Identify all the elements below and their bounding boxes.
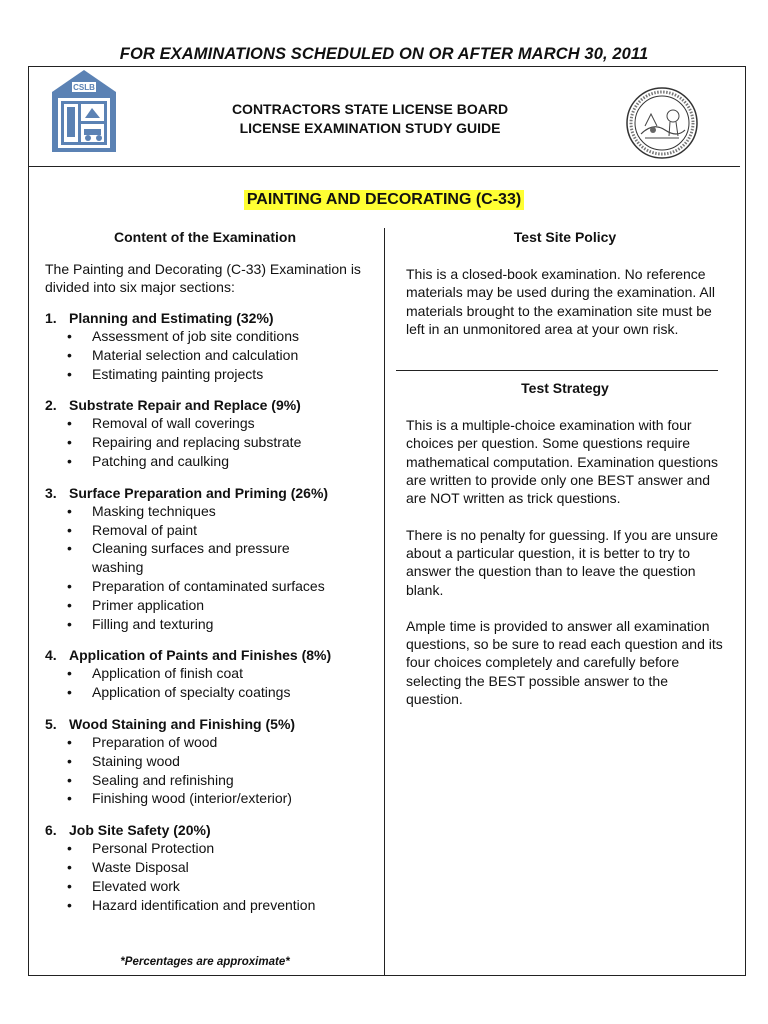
list-item: • Elevated work: [45, 877, 365, 896]
section-title-text: Planning and Estimating (32%): [69, 310, 274, 326]
state-seal-icon: [625, 86, 699, 160]
section-title-text: Job Site Safety (20%): [69, 822, 211, 839]
list-item: • Hazard identification and prevention: [45, 896, 365, 915]
section-5: [45, 715, 365, 808]
section-title-text: Application of Paints and Finishes (8%): [69, 647, 332, 664]
policy-text: This is a closed-book examination. No reference materials may be used during the examination. All materials brought to the examination site must be left in an unmonitored area at your own risk.: [406, 266, 715, 337]
list-item: • Cleaning surfaces and pressure washing: [45, 539, 365, 577]
list-item: • Patching and caulking: [45, 452, 365, 471]
section-title-text: Wood Staining and Finishing (5%): [69, 715, 296, 732]
strategy-paragraph: Ample time is provided to answer all examination questions, so be sure to read each question and its four choices completely and carefully before selecting the BEST possible answer to the question.: [406, 617, 723, 708]
section-title-text: Surface Preparation and Priming (26%): [69, 484, 329, 501]
list-item: • Removal of paint: [45, 521, 365, 540]
policy-heading: Test Site Policy: [513, 229, 617, 245]
subject-title: [0, 190, 768, 210]
list-item: • Waste Disposal: [45, 858, 365, 877]
section-2: [45, 396, 365, 470]
list-item: • Application of finish coat: [45, 664, 365, 683]
list-item: • Repairing and replacing substrate: [45, 433, 365, 452]
policy-strategy-column: [406, 228, 724, 708]
section-title: [45, 646, 365, 664]
section-title: [45, 715, 365, 733]
strategy-heading: Test Strategy: [521, 380, 609, 397]
section-items: [45, 733, 365, 808]
section-number: 2.: [45, 397, 57, 414]
section-title: [45, 396, 365, 414]
section-items: [45, 327, 365, 383]
cslb-logo: [50, 68, 118, 154]
section-items: [45, 414, 365, 470]
section-number: 1.: [45, 310, 57, 326]
section-3: [45, 484, 365, 634]
section-number: 4.: [45, 647, 57, 664]
section-items: [45, 502, 365, 634]
section-number: 6.: [45, 822, 57, 839]
board-title: CONTRACTORS STATE LICENSE BOARD: [231, 101, 509, 117]
policy-divider: [396, 370, 718, 371]
section-6: [45, 821, 365, 914]
logo-text: CSLB: [73, 83, 95, 92]
section-items: [45, 664, 365, 702]
strategy-paragraph: This is a multiple-choice examination with four choices per question. Some questions require mathematical computation. Examination questions are written to provide only one BEST answer and are NOT written as trick questions.: [406, 417, 719, 507]
list-item: • Application of specialty coatings: [45, 683, 365, 702]
list-item: • Material selection and calculation: [45, 346, 365, 365]
section-items: [45, 839, 365, 914]
subject-highlight: PAINTING AND DECORATING (C-33): [244, 190, 524, 210]
exam-date-banner: FOR EXAMINATIONS SCHEDULED ON OR AFTER MARCH 30, 2011: [119, 45, 649, 63]
section-title: [45, 821, 365, 839]
section-4: [45, 646, 365, 702]
list-item: • Staining wood: [45, 752, 365, 771]
guide-title: LICENSE EXAMINATION STUDY GUIDE: [239, 120, 501, 136]
list-item: • Sealing and refinishing: [45, 771, 365, 790]
list-item: • Personal Protection: [45, 839, 365, 858]
section-title: [45, 309, 365, 327]
column-divider: [384, 228, 385, 976]
list-item: • Primer application: [45, 596, 365, 615]
list-item: • Preparation of contaminated surfaces: [45, 577, 365, 596]
section-number: 5.: [45, 715, 57, 732]
section-1: [45, 309, 365, 383]
list-item: • Masking techniques: [45, 502, 365, 521]
percentages-note: *Percentages are approximate*: [120, 956, 290, 968]
list-item: • Assessment of job site conditions: [45, 327, 365, 346]
list-item: • Filling and texturing: [45, 615, 365, 634]
section-title-text: Substrate Repair and Replace (9%): [69, 397, 301, 414]
list-item: • Finishing wood (interior/exterior): [45, 789, 365, 808]
content-intro: The Painting and Decorating (C-33) Examination is divided into six major sections:: [45, 261, 361, 295]
list-item: • Removal of wall coverings: [45, 414, 365, 433]
section-number: 3.: [45, 484, 57, 501]
list-item: • Estimating painting projects: [45, 365, 365, 384]
section-title: [45, 484, 365, 502]
list-item: • Preparation of wood: [45, 733, 365, 752]
content-heading: Content of the Examination: [114, 229, 296, 245]
header-titles: [120, 100, 620, 138]
header-divider: [28, 166, 740, 167]
strategy-paragraph: There is no penalty for guessing. If you are unsure about a particular question, it is better to try to answer the question than to leave the question blank.: [406, 526, 719, 598]
content-column: [45, 228, 365, 914]
